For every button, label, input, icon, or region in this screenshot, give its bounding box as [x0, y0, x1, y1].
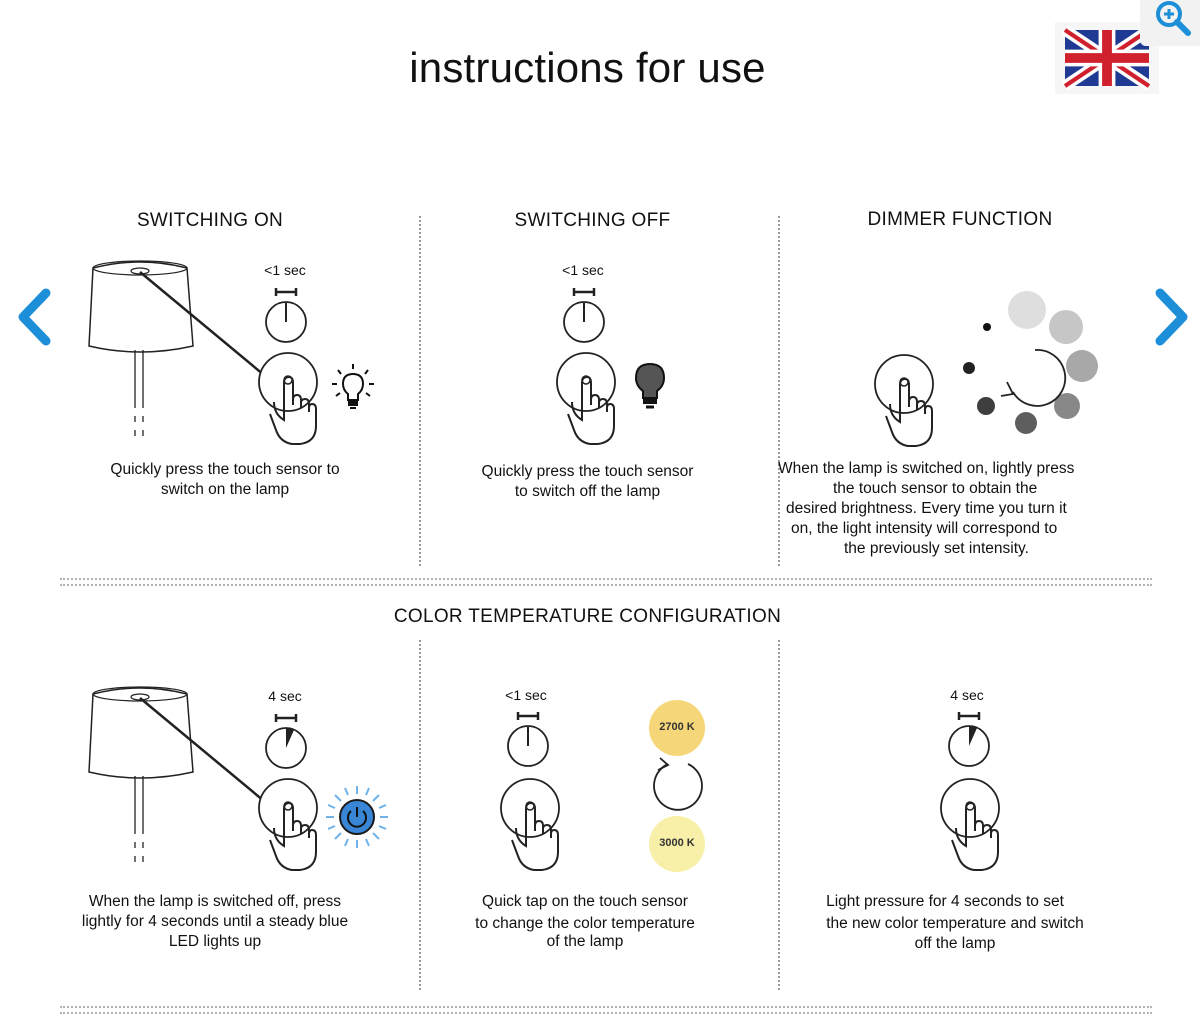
touch-hand-icon [938, 776, 1008, 876]
stopwatch-icon [262, 712, 310, 774]
section-heading: SWITCHING OFF [514, 210, 671, 231]
touch-hand-icon [498, 776, 568, 876]
stopwatch-icon [945, 710, 993, 772]
caption: Quick tap on the touch sensor to change the color temperature of the lamp [475, 893, 695, 950]
page-title: instructions for use [409, 44, 766, 91]
timer-label: <1 sec [264, 262, 306, 278]
touch-hand-icon [554, 350, 624, 450]
temperature-label: 2700 K [659, 721, 695, 733]
zoom-in-icon [1154, 0, 1194, 40]
temperature-label: 3000 K [659, 837, 695, 849]
touch-hand-icon [256, 776, 326, 876]
stopwatch-icon [560, 286, 608, 348]
timer-label: 4 sec [268, 688, 302, 704]
section-heading: DIMMER FUNCTION [867, 209, 1053, 230]
uk-flag-icon [1065, 29, 1149, 87]
section-heading: SWITCHING ON [136, 210, 284, 231]
brightness-cycle-icon [955, 288, 1105, 438]
timer-label: <1 sec [505, 687, 547, 703]
stopwatch-icon [262, 286, 310, 348]
timer-label: 4 sec [950, 687, 984, 703]
row-divider [60, 578, 1152, 586]
touch-hand-icon [256, 350, 326, 450]
stopwatch-icon [504, 710, 552, 772]
caption: Light pressure for 4 seconds to set the new color temperature and switch off the lamp [826, 893, 1084, 952]
column-divider [419, 216, 421, 566]
caption: When the lamp is switched off, press lightly for 4 seconds until a steady blue LED lights up [81, 893, 349, 950]
lightbulb-off-icon [630, 360, 670, 412]
caption: When the lamp is switched on, lightly press the touch sensor to obtain the desired brightness. Every time you turn it on, the light intensity will correspond to the previously set intensity. [778, 460, 1075, 557]
column-divider [419, 640, 421, 990]
zoom-button[interactable] [1140, 0, 1200, 46]
section-heading: COLOR TEMPERATURE CONFIGURATION [393, 606, 782, 627]
caption: Quickly press the touch sensor to switch on the lamp [110, 461, 340, 498]
cycle-arrow-icon [648, 758, 708, 816]
column-divider [778, 640, 780, 990]
row-divider [60, 1006, 1152, 1014]
touch-hand-icon [872, 352, 942, 452]
blue-led-power-icon [324, 784, 390, 850]
chevron-left-icon[interactable] [14, 288, 54, 346]
caption: Quickly press the touch sensor to switch off the lamp [481, 463, 694, 500]
lightbulb-on-icon [330, 362, 376, 414]
timer-label: <1 sec [562, 262, 604, 278]
chevron-right-icon[interactable] [1152, 288, 1192, 346]
